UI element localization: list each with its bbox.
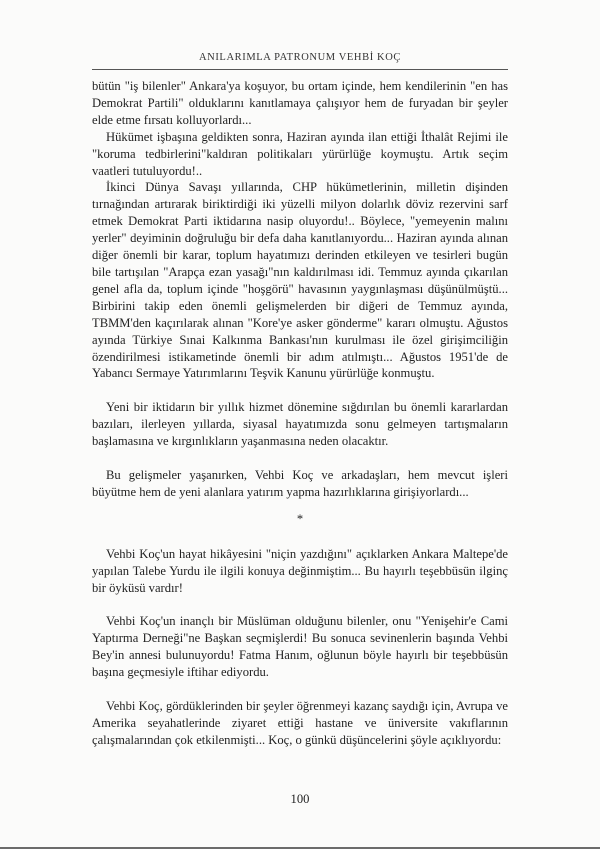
paragraph-7: Vehbi Koç'un inançlı bir Müslüman olduğunu bilenler, onu "Yenişehir'e Cami Yaptırma Derneği"ne Başkan seçmişlerdi! Bu sonuca sevinenlerin başında Vehbi Bey'in annesi bulunuyordu! Fatma Hanım, oğlunun böyle hayırlı bir teşebbüsün başına geçmesiyle iftihar ediyordu. [92, 614, 508, 680]
paragraph-3: İkinci Dünya Savaşı yıllarında, CHP hükümetlerinin, milletin dişinden tırnağından artırarak biriktirdiği iki yüzelli milyon dolarlık döviz rezervini sarf etmek Demokrat Parti iktidarına nasip oluyordu!.. Böylece, "yemeyenin malını yerler" deyiminin doğruluğu bir defa daha kanıtlanıyordu... Haziran ayında alınan diğer önemli bir karar, toplum hayatımızı derinden etkileyen ve tesirleri bugün bile tartışılan "Arapça ezan yasağı"nın kaldırılması idi. Temmuz ayında çıkarılan genel afla da, toplum içinde "hoşgörü" havasının yaygınlaşması düşünülmüştü... Birbirini takip eden önemli gelişmelerden bir diğeri de Temmuz ayında, TBMM'den kaçırılarak alınan "Kore'ye asker gönderme" kararı olmuştu. Ağustos ayında Türkiye Sınai Kalkınma Bankası'nın kurulması ile özel girişimciliğin özendirilmesi istikametinde önemli bir adım atılmıştı... Ağustos 1951'de de Yabancı Sermaye Yatırımlarını Teşvik Kanunu yürürlüğe konmuştu. [92, 180, 508, 381]
header-rule [92, 69, 508, 70]
paragraph-8: Vehbi Koç, gördüklerinden bir şeyler öğrenmeyi kazanç saydığı için, Avrupa ve Amerika seyahatlerinde ziyaret ettiği hastane ve üniversite vakıflarının çalışmalarından çok etkilenmişti... Koç, o günkü düşüncelerini şöyle açıklıyordu: [92, 699, 508, 747]
paragraph-2: Hükümet işbaşına geldikten sonra, Haziran ayında ilan ettiği İthalât Rejimi ile "koruma tedbirlerini"kaldıran politikaları yürürlüğe koymuştu. Artık seçim vaatleri tutuluyordu!.. [92, 129, 508, 178]
paragraph-gap [92, 450, 508, 467]
paragraph-6: Vehbi Koç'un hayat hikâyesini "niçin yazdığını" açıklarken Ankara Maltepe'de yapılan Talebe Yurdu ile ilgili konuya değinmiştim... Bu hayırlı teşebbüsün ilginç bir öyküsü vardır! [92, 546, 508, 595]
page-body [92, 78, 508, 749]
running-header: ANILARIMLA PATRONUM VEHBİ KOÇ [198, 52, 402, 63]
paragraph-5: Bu gelişmeler yaşanırken, Vehbi Koç ve arkadaşları, hem mevcut işleri büyütme hem de yeni alanlara yatırım yapma hazırlıklarına girişiyorlardı... [92, 468, 508, 499]
paragraph-4: Yeni bir iktidarın bir yıllık hizmet dönemine sığdırılan bu önemli kararlardan bazıları, ilerleyen yıllarda, siyasal hayatımızda sonu gelmeyen tartışmaların başlamasına ve kırgınlıkların yaşanmasına neden olacaktır. [92, 400, 508, 449]
paragraph-gap [92, 382, 508, 399]
paragraph-1: bütün "iş bilenler" Ankara'ya koşuyor, bu ortam içinde, hem kendilerinin "en has Demokrat Partili" olduklarını kanıtlamaya çalışıyor hem de furyadan bir şeyler elde etme fırsatı kolluyorlardı... [92, 79, 508, 127]
page-number: 100 [290, 792, 310, 806]
paragraph-gap [92, 681, 508, 698]
section-separator: * [296, 511, 304, 526]
paragraph-gap [92, 596, 508, 613]
